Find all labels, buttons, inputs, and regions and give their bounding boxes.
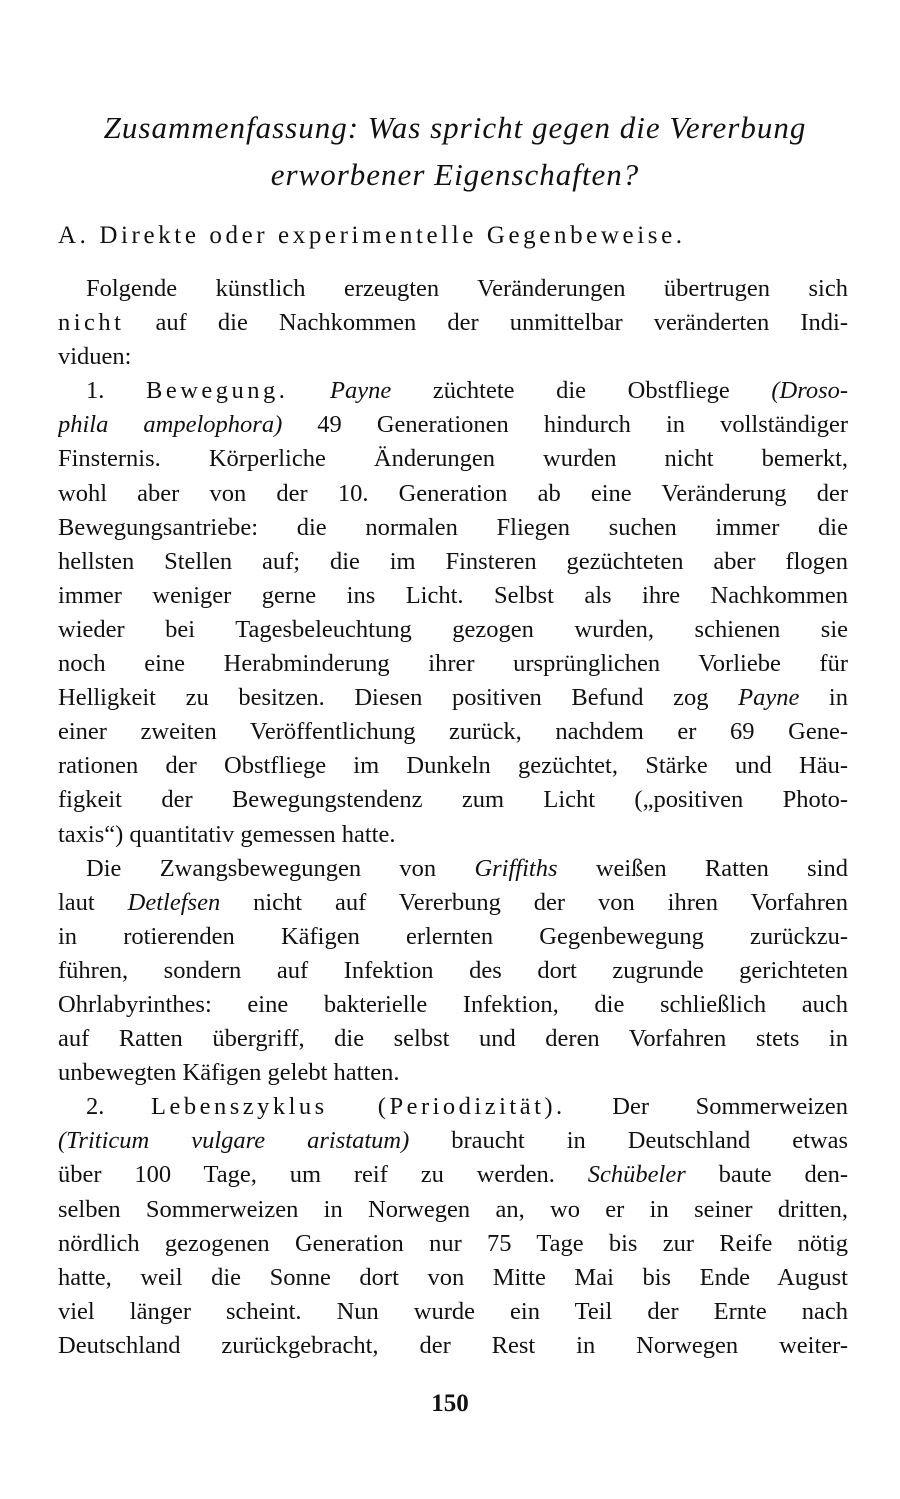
text-line: noch eine Herabminderung ihrer ursprünglichen Vorliebe für — [58, 650, 848, 678]
text-line: hellsten Stellen auf; die im Finsteren gezüchteten aber flogen — [58, 547, 848, 575]
text-line: 2. Lebenszyklus (Periodizität). Der Sommerweizen — [86, 1093, 848, 1121]
text-line: Deutschland zurückgebracht, der Rest in Norwegen weiter- — [58, 1331, 848, 1359]
text-line: unbewegten Käfigen gelebt hatten. — [58, 1059, 400, 1087]
text-line: rationen der Obstfliege im Dunkeln gezüchtet, Stärke und Häu- — [58, 752, 848, 780]
text-line: über 100 Tage, um reif zu werden. Schübeler baute den- — [58, 1161, 848, 1189]
text-line: immer weniger gerne ins Licht. Selbst als ihre Nachkommen — [58, 581, 848, 609]
text-line: in rotierenden Käfigen erlernten Gegenbewegung zurückzu- — [58, 922, 848, 950]
text-line: wohl aber von der 10. Generation ab eine Veränderung der — [58, 479, 848, 507]
text-line: (Triticum vulgare aristatum) braucht in Deutschland etwas — [58, 1127, 848, 1155]
text-line: nördlich gezogenen Generation nur 75 Tage bis zur Reife nötig — [58, 1229, 848, 1257]
text-line: Die Zwangsbewegungen von Griffiths weißen Ratten sind — [86, 854, 848, 882]
text-line: Folgende künstlich erzeugten Veränderungen übertrugen sich — [86, 275, 848, 302]
text-line: auf Ratten übergriff, die selbst und deren Vorfahren stets in — [58, 1025, 848, 1053]
text-line: Ohrlabyrinthes: eine bakterielle Infektion, die schließlich auch — [58, 990, 848, 1018]
text-line: taxis“) quantitativ gemessen hatte. — [58, 820, 396, 848]
body-text — [58, 272, 848, 1363]
text-line: Helligkeit zu besitzen. Diesen positiven Befund zog Payne in — [58, 684, 848, 712]
text-line: laut Detlefsen nicht auf Vererbung der von ihren Vorfahren — [58, 888, 848, 916]
text-line: Bewegungsantriebe: die normalen Fliegen suchen immer die — [58, 513, 848, 541]
text-line: 1. Bewegung. Payne züchtete die Obstfliege (Droso- — [86, 377, 848, 405]
text-line: viel länger scheint. Nun wurde ein Teil der Ernte nach — [58, 1297, 848, 1325]
text-line: einer zweiten Veröffentlichung zurück, nachdem er 69 Gene- — [58, 718, 848, 746]
text-line: selben Sommerweizen in Norwegen an, wo er in seiner dritten, — [58, 1195, 848, 1223]
section-heading: A. Direkte oder experimentelle Gegenbeweise. — [58, 222, 686, 249]
text-line: figkeit der Bewegungstendenz zum Licht („positiven Photo- — [58, 786, 848, 814]
title-line-2: erworbener Eigenschaften? — [270, 157, 640, 192]
text-line: führen, sondern auf Infektion des dort zugrunde gerichteten — [58, 956, 848, 984]
text-line: Finsternis. Körperliche Änderungen wurden nicht bemerkt, — [58, 445, 848, 473]
chapter-title — [40, 104, 870, 198]
text-line: wieder bei Tagesbeleuchtung gezogen wurden, schienen sie — [58, 615, 848, 643]
text-line: nicht auf die Nachkommen der unmittelbar veränderten Indi- — [58, 309, 848, 337]
page-number: 150 — [431, 1390, 469, 1417]
title-line-1: Zusammenfassung: Was spricht gegen die Vererbung — [103, 110, 807, 145]
text-line: phila ampelophora) 49 Generationen hindurch in vollständiger — [58, 411, 848, 439]
text-line: hatte, weil die Sonne dort von Mitte Mai bis Ende August — [58, 1263, 848, 1291]
text-line: viduen: — [58, 343, 132, 371]
